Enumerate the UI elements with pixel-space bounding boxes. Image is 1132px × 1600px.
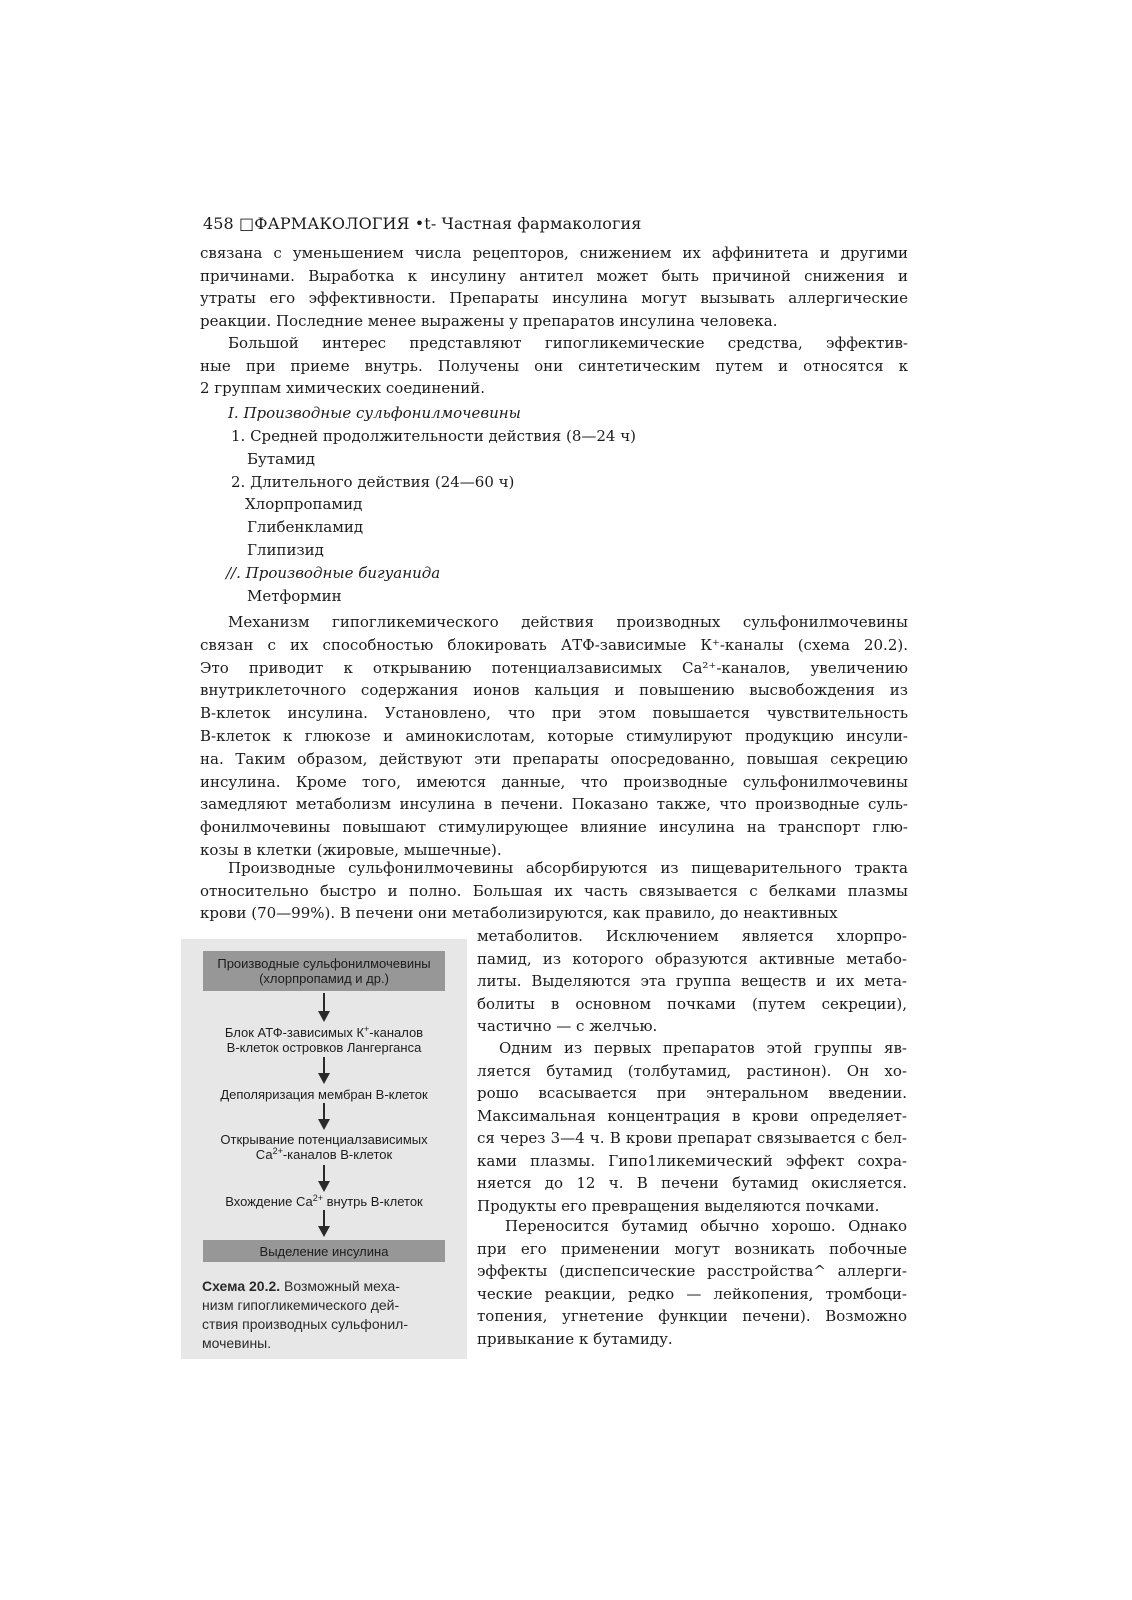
text-line: крови (70—99%). В печени они метаболизируются, как правило, до неактивных xyxy=(200,904,838,922)
scheme-text: Открывание потенциалзависимых xyxy=(220,1132,428,1147)
text-line: Продукты его превращения выделяются почками. xyxy=(477,1196,880,1215)
list-item: Глипизид xyxy=(247,541,324,559)
book-title: ФАРМАКОЛОГИЯ xyxy=(254,214,410,233)
list-group-2-title: //. Производные бигуанида xyxy=(226,564,441,582)
scheme-text: (хлорпропамид и др.) xyxy=(259,971,389,986)
caption-text: мочевины. xyxy=(202,1335,272,1351)
text-line: памид, из которого образуются активные метабо- xyxy=(477,949,907,968)
scheme-text: Производные сульфонилмочевины xyxy=(217,956,431,971)
text-line: В-клеток к глюкозе и аминокислотам, которые стимулируют продукцию инсули- xyxy=(200,726,908,745)
text-line: частично — с желчью. xyxy=(477,1017,658,1035)
down-arrow-icon xyxy=(316,1057,332,1085)
scheme-caption xyxy=(202,1277,452,1353)
scheme-text: -каналов В-клеток xyxy=(282,1147,393,1162)
text-line: няется до 12 ч. В печени бутамид окисляется. xyxy=(477,1174,907,1192)
text-line: Механизм гипогликемического действия производных сульфонилмочевины xyxy=(228,613,908,631)
list-subgroup-2: 2. Длительного действия (24—60 ч) xyxy=(231,473,515,491)
paragraph-1 xyxy=(200,242,908,332)
list-item: Глибенкламид xyxy=(247,518,364,536)
scheme-text: Выделение инсулина xyxy=(259,1243,389,1259)
scheme-step-ca-entry xyxy=(181,1194,467,1209)
running-header xyxy=(203,214,641,233)
down-arrow-icon xyxy=(316,1210,332,1238)
text-line: Максимальная концентрация в крови определяет- xyxy=(477,1106,907,1125)
text-line: болиты в основном почками (путем секреции), xyxy=(477,994,907,1013)
text-line: В-клеток инсулина. Установлено, что при этом повышается чувствительность xyxy=(200,704,908,723)
text-line: Производные сульфонилмочевины абсорбируются из пищеварительного тракта xyxy=(228,859,908,877)
text-line: утраты его эффективности. Препараты инсулина могут вызывать аллергические xyxy=(200,289,908,307)
text-line: внутриклеточного содержания ионов кальция и повышению высвобождения из xyxy=(200,681,908,700)
scheme-text: Вхождение Са xyxy=(225,1194,313,1209)
text-line: эффекты (диспепсические расстройства^ аллерги- xyxy=(477,1262,907,1280)
text-line: при его применении могут возникать побочные xyxy=(477,1239,907,1258)
text-line: привыкание к бутамиду. xyxy=(477,1329,673,1348)
text-line: Одним из первых препаратов этой группы яв- xyxy=(499,1039,907,1057)
text-line: ные при приеме внутрь. Получены они синтетическим путем и относятся к xyxy=(200,356,908,375)
list-item: Хлорпропамид xyxy=(245,495,363,513)
text-line: литы. Выделяются эта группа веществ и их мета- xyxy=(477,972,907,990)
list-item: Бутамид xyxy=(247,450,315,468)
scheme-text: 2+ xyxy=(272,1146,283,1156)
text-line: связана с уменьшением числа рецепторов, снижением их аффинитета и другими xyxy=(200,244,908,262)
header-separator: □ xyxy=(239,214,255,233)
text-line: рошо всасывается при энтеральном введении. xyxy=(477,1084,907,1102)
paragraph-4 xyxy=(200,857,908,925)
scheme-text: 2+ xyxy=(312,1193,324,1203)
scheme-text: Деполяризация мембран В-клеток xyxy=(220,1087,428,1102)
scheme-step-depolarization xyxy=(181,1087,467,1102)
text-line: на. Таким образом, действуют эти препараты опосредованно, повышая секрецию xyxy=(200,749,908,768)
list-group-1-title: I. Производные сульфонилмочевины xyxy=(228,404,521,422)
paragraph-3 xyxy=(200,611,908,862)
text-line: метаболитов. Исключением является хлорпро- xyxy=(477,927,907,945)
list-item: Метформин xyxy=(247,587,342,605)
scheme-text: -каналов xyxy=(369,1025,424,1040)
text-line: Переносится бутамид обычно хорошо. Однако xyxy=(505,1217,907,1235)
text-line: связан с их способностью блокировать АТФ-зависимые К⁺-каналы (схема 20.2). xyxy=(200,635,908,654)
text-line: ческие реакции, редко — лейкопения, тромбоци- xyxy=(477,1284,907,1303)
text-line: Большой интерес представляют гипогликемические средства, эффектив- xyxy=(228,334,908,352)
scheme-text: Са xyxy=(255,1147,273,1162)
scheme-step-k-channel-block xyxy=(181,1025,467,1055)
list-subgroup-1: 1. Средней продолжительности действия (8—24 ч) xyxy=(231,427,636,445)
down-arrow-icon xyxy=(316,1165,332,1193)
column-paragraph-3 xyxy=(477,1215,907,1350)
scheme-step-ca-channel-opening xyxy=(181,1132,467,1162)
section-title: Частная фармакология xyxy=(441,214,642,233)
scheme-top-box xyxy=(203,951,445,991)
text-line: причинами. Выработка к инсулину антител может быть причиной снижения и xyxy=(200,266,908,285)
caption-text: Возможный меха- xyxy=(280,1278,400,1294)
text-line: фонилмочевины повышают стимулирующее влияние инсулина на транспорт глю- xyxy=(200,818,908,837)
caption-label: Схема 20.2. xyxy=(202,1278,281,1294)
text-line: ками плазмы. Гипо1ликемический эффект сохра- xyxy=(477,1151,907,1170)
text-line: реакции. Последние менее выражены у препаратов инсулина человека. xyxy=(200,311,778,330)
scheme-text: + xyxy=(364,1024,370,1034)
text-line: Это приводит к открыванию потенциалзависимых Са²⁺-каналов, увеличению xyxy=(200,658,908,677)
column-paragraph-2 xyxy=(477,1037,907,1217)
header-bullet: •t- xyxy=(414,214,437,233)
caption-text: ствия производных сульфонил- xyxy=(202,1316,408,1332)
scheme-text: В-клеток островков Лангерганса xyxy=(226,1040,422,1055)
text-line: топения, угнетение функции печени). Возможно xyxy=(477,1307,907,1325)
down-arrow-icon xyxy=(316,1103,332,1131)
caption-text: низм гипогликемического дей- xyxy=(202,1297,400,1313)
column-paragraph-1 xyxy=(477,925,907,1038)
text-line: относительно быстро и полно. Большая их часть связывается с белками плазмы xyxy=(200,881,908,900)
text-line: 2 группам химических соединений. xyxy=(200,379,486,397)
paragraph-2 xyxy=(200,332,908,400)
page-number: 458 xyxy=(203,214,234,233)
text-line: инсулина. Кроме того, имеются данные, что производные сульфонилмочевины xyxy=(200,772,908,791)
text-line: замедляют метаболизм инсулина в печени. Показано также, что производные суль- xyxy=(200,795,908,814)
scheme-text: Блок АТФ-зависимых К xyxy=(224,1025,365,1040)
down-arrow-icon xyxy=(316,993,332,1023)
text-line: ляется бутамид (толбутамид, растинон). Он хо- xyxy=(477,1061,907,1080)
text-line: ся через 3—4 ч. В крови препарат связывается с бел- xyxy=(477,1129,907,1147)
scheme-bottom-box xyxy=(203,1240,445,1262)
text-line: козы в клетки (жировые, мышечные). xyxy=(200,840,502,859)
scheme-text: внутрь В-клеток xyxy=(323,1194,423,1209)
scheme-figure xyxy=(181,939,467,1359)
